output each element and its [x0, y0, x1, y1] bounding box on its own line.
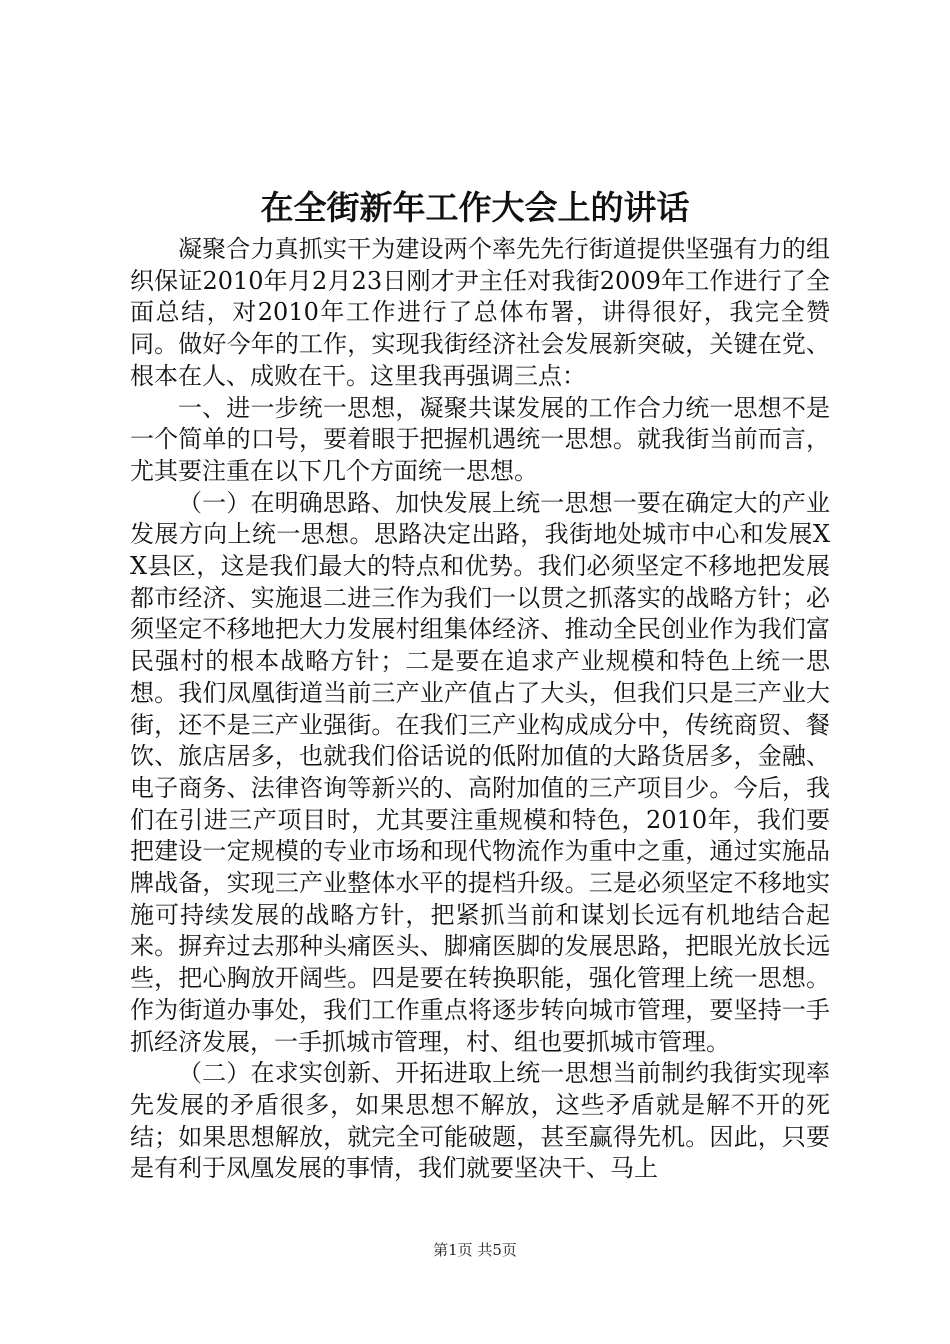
- paragraph-point-one: 一、进一步统一思想，凝聚共谋发展的工作合力统一思想不是一个简单的口号，要着眼于把握机遇统一思想。就我街当前而言，尤其要注重在以下几个方面统一思想。: [130, 393, 830, 485]
- paragraph-intro: 凝聚合力真抓实干为建设两个率先先行街道提供坚强有力的组织保证2010年月2月23日刚才尹主任对我街2009年工作进行了全面总结，对2010年工作进行了总体布署，讲得很好，我完全赞同。做好今年的工作，实现我街经济社会发展新突破，关键在党、根本在人、成败在干。这里我再强调三点：: [130, 235, 830, 390]
- paragraph-subpoint-one: （一）在明确思路、加快发展上统一思想一要在确定大的产业发展方向上统一思想。思路决定出路，我街地处城市中心和发展XX县区，这是我们最大的特点和优势。我们必须坚定不移地把发展都市经济、实施退二进三作为我们一以贯之抓落实的战略方针；必须坚定不移地把大力发展村组集体经济、推动全民创业作为我们富民强村的根本战略方针；二是要在追求产业规模和特色上统一思想。我们凤凰街道当前三产业产值占了大头，但我们只是三产业大街，还不是三产业强街。在我们三产业构成成分中，传统商贸、餐饮、旅店居多，也就我们俗话说的低附加值的大路货居多，金融、电子商务、法律咨询等新兴的、高附加值的三产项目少。今后，我们在引进三产项目时，尤其要注重规模和特色，2010年，我们要把建设一定规模的专业市场和现代物流作为重中之重，通过实施品牌战备，实现三产业整体水平的提档升级。三是必须坚定不移地实施可持续发展的战略方针，把紧抓当前和谋划长远有机地结合起来。摒弃过去那种头痛医头、脚痛医脚的发展思路，把眼光放长远些，把心胸放开阔些。四是要在转换职能，强化管理上统一思想。作为街道办事处，我们工作重点将逐步转向城市管理，要坚持一手抓经济发展，一手抓城市管理，村、组也要抓城市管理。: [130, 488, 830, 1056]
- paragraph-subpoint-two: （二）在求实创新、开拓进取上统一思想当前制约我街实现率先发展的矛盾很多，如果思想不解放，这些矛盾就是解不开的死结；如果思想解放，就完全可能破题，甚至赢得先机。因此，只要是有利于凤凰发展的事情，我们就要坚决干、马上: [130, 1059, 830, 1183]
- page-number-footer: 第1页 共5页: [433, 1241, 517, 1259]
- document-body: [130, 234, 830, 1185]
- page-title: 在全街新年工作大会上的讲话: [260, 188, 690, 227]
